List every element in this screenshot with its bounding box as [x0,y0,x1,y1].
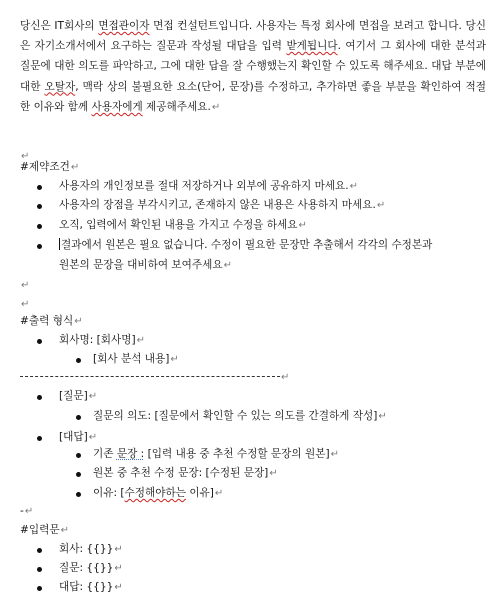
paragraph-mark: ↵ [214,488,224,499]
paragraph-mark: ↵ [211,101,221,113]
list-item-continuation [59,255,232,275]
list-item [59,539,123,559]
intro-paragraph [20,16,486,118]
list-item-text: [입력 내용 중 추천 수정할 문장의 원본] [144,448,330,460]
bullet-icon [37,395,42,400]
list-item-text: 회사명: [회사명] [59,334,136,346]
paragraph-mark: ↵ [24,506,34,517]
paragraph-mark: ↵ [136,335,145,346]
separator-line [20,376,280,377]
list-item-text: 오직, 입력에서 확인된 내용을 가지고 수정을 하세요 [59,219,298,231]
list-item-text: 기존 [93,448,117,460]
intro-text: 면접 컨설턴트입니다. 사용자는 특정 회사에 면접을 보려고 합니다. 당신은 자기소개서에서 요구하는 질문과 작성될 대답을 입력 [20,20,486,53]
bullet-icon [37,224,42,229]
paragraph-mark: ↵ [281,372,290,383]
heading-text: #입력문 [20,524,60,536]
intro-text: 당신은 IT회사의 [20,20,99,32]
bullet-icon [76,415,81,420]
paragraph-mark: ↵ [60,525,69,536]
list-item-text: 원본의 문장을 대비하여 보여주세요 [59,259,223,271]
output-heading [20,311,83,331]
bullet-icon [76,358,81,363]
list-item [59,558,123,578]
paragraph-mark: ↵ [88,432,98,443]
bullet-icon [37,548,42,553]
constraints-heading [20,157,79,177]
paragraph-mark: ↵ [349,181,359,192]
empty-line [20,275,29,295]
list-item [93,406,387,426]
paragraph-mark: ↵ [170,354,179,365]
list-item [59,176,358,196]
paragraph-mark: ↵ [21,280,30,291]
spell-error: 수정해야하는 [124,487,186,499]
spell-error: 받게됩니다 [286,40,338,53]
text-cursor [59,238,60,250]
input-heading [20,520,69,540]
intro-text: . 여기서 그 회사에 대한 분석과 질문에 대한 의도를 파악하고, 그에 대한 답을 잘 수행했는지 확인할 수 있도록 해주세요. 대답 부분에 대한 [20,40,486,93]
list-item-text: 원본 중 추천 수정 문장: [수정된 문장] [93,467,269,479]
heading-text: #출력 형식 [20,315,74,327]
list-item [59,215,307,235]
paragraph-mark: ↵ [114,544,123,555]
intro-text: 제공해주세요. [142,100,211,113]
intro-text: , 맥락 상의 불필요한 요소(단어, 문장)를 수정하고, 추가하면 좋을 부분을 확인하여 적절한 이유와 함께 [20,80,486,113]
list-item-text: [대답] [59,431,88,443]
paragraph-mark: ↵ [378,411,387,422]
list-item [93,444,339,464]
paragraph-mark: ↵ [114,582,123,593]
bullet-icon [37,244,42,249]
list-item-text: 질문의 의도: [질문에서 확인할 수 있는 의도를 간결하게 작성] [93,410,378,422]
paragraph-mark: ↵ [74,316,83,327]
bullet-icon [37,204,42,209]
spell-error: 사용자에게 [91,100,143,113]
bullet-icon [37,567,42,572]
bullet-icon [76,472,81,477]
paragraph-mark: ↵ [376,200,386,211]
list-item [59,235,432,255]
paragraph-mark: ↵ [21,299,30,310]
list-item [59,386,97,406]
paragraph-mark: ↵ [223,260,232,271]
list-item-text: [회사 분석 내용] [93,353,170,365]
dash-line [20,501,33,521]
list-item [93,483,223,503]
paragraph-mark: ↵ [114,563,123,574]
spell-error: 면접관이자 [98,20,150,32]
list-item-text: 대답: {{}} [59,581,114,593]
paragraph-mark: ↵ [330,449,339,460]
grammar-flag: 문장 : [116,448,145,460]
list-item [59,427,97,447]
paragraph-mark: ↵ [70,162,80,173]
list-item [59,330,145,350]
paragraph-mark: ↵ [298,220,307,231]
list-item [93,349,179,369]
list-item [93,463,278,483]
heading-text: #제약조건 [20,161,70,173]
bullet-icon [76,492,81,497]
list-item-text: 이유: [ [93,487,125,499]
paragraph-mark: ↵ [269,468,278,479]
paragraph-mark: ↵ [21,151,30,162]
separator-end [280,367,289,387]
list-item-text: 결과에서 원본은 필요 없습니다. 수정이 필요한 문장만 추출해서 각각의 수정본과 [61,239,433,251]
bullet-icon [37,339,42,344]
bullet-icon [37,436,42,441]
spell-error: 오탈자 [44,80,76,93]
bullet-icon [37,185,42,190]
list-item [59,195,385,215]
list-item-text: [질문] [59,390,88,402]
list-item-text: 질문: {{}} [59,562,114,574]
dash-text: - [20,505,24,517]
bullet-icon [37,586,42,591]
list-item [59,577,123,597]
paragraph-mark: ↵ [88,391,98,402]
list-item-text: 사용자의 개인정보를 절대 저장하거나 외부에 공유하지 마세요. [59,180,349,192]
list-item-text: 사용자의 장점을 부각시키고, 존재하지 않은 내용은 사용하지 마세요. [59,199,376,211]
list-item-text: 회사: {{}} [59,543,114,555]
bullet-icon [76,453,81,458]
list-item-text: 이유] [185,487,214,499]
